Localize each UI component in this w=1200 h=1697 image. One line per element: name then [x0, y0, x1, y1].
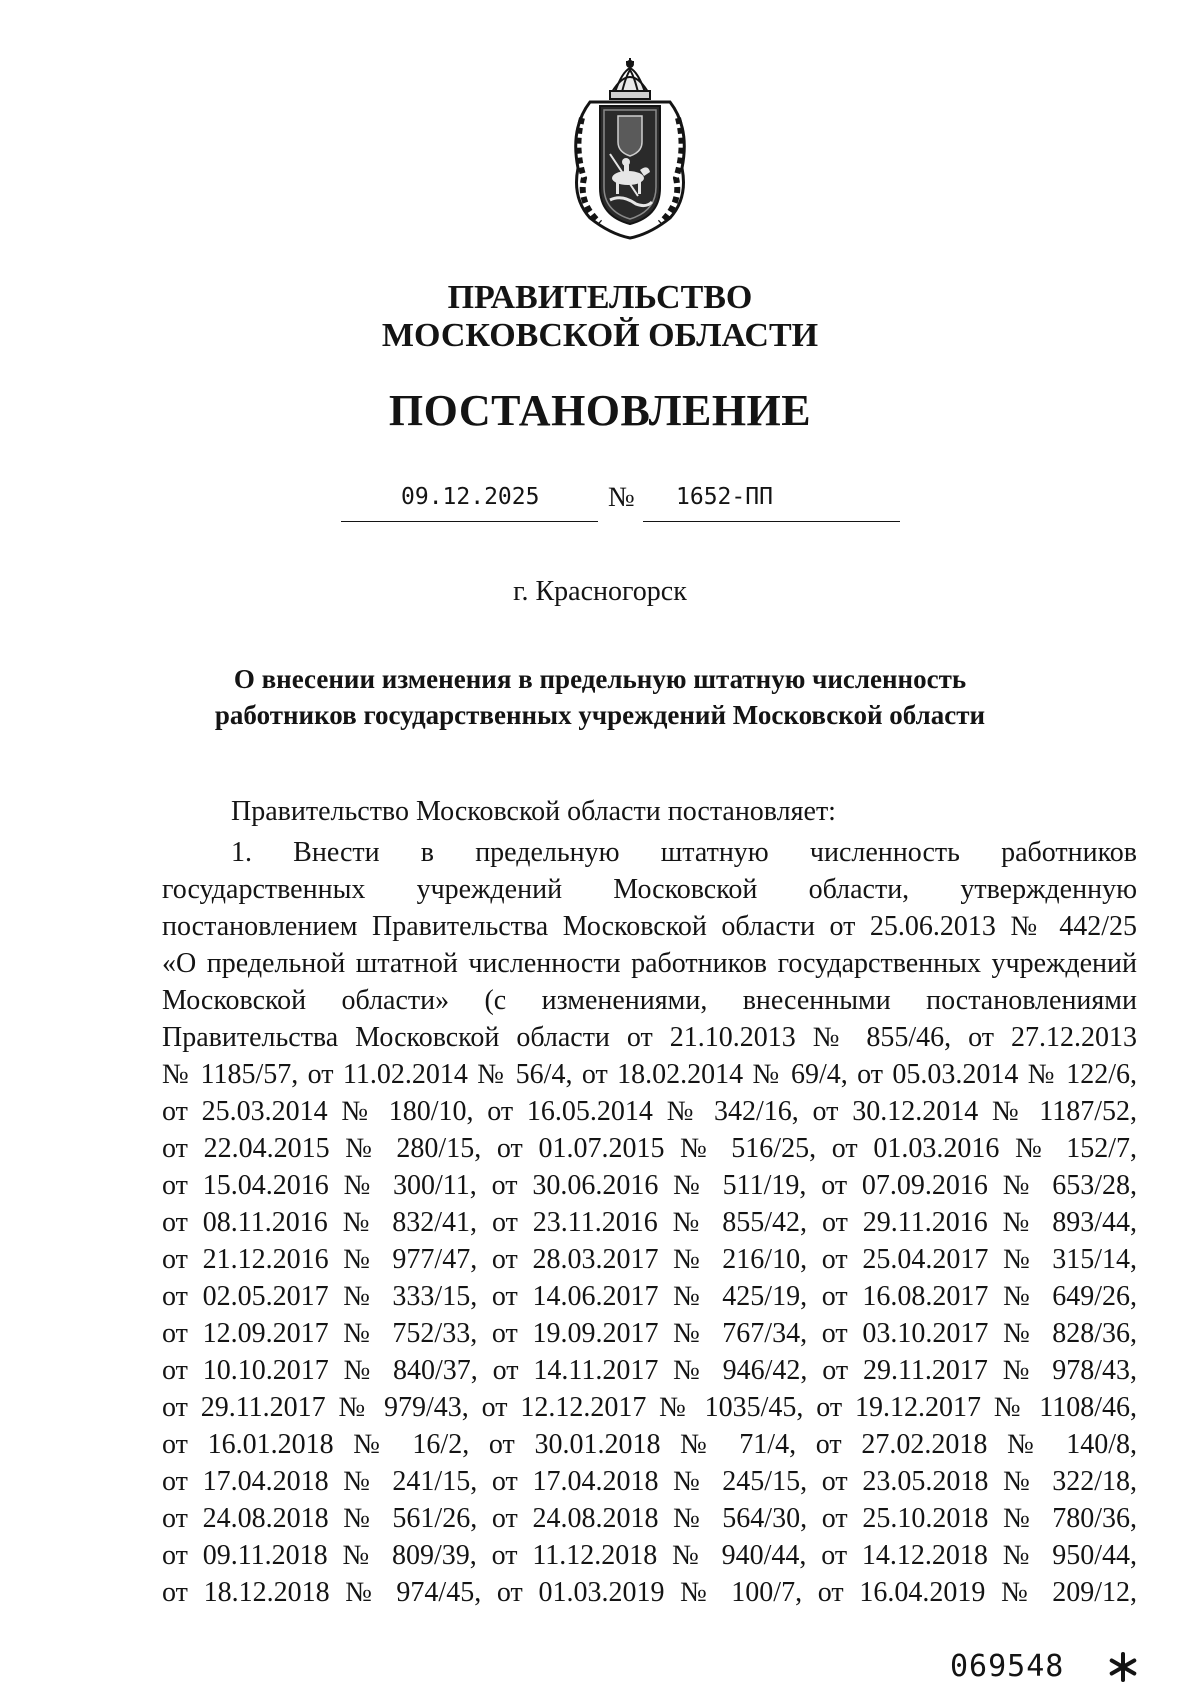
- body-line: от 08.11.2016 № 832/41, от 23.11.2016 № 855/42, от 29.11.2016 № 893/44,: [162, 1207, 1137, 1238]
- body-line: Правительства Московской области от 21.10.2013 № 855/46, от 27.12.2013: [162, 1022, 1137, 1053]
- body-text: [162, 834, 1137, 1611]
- body-line: постановлением Правительства Московской области от 25.06.2013 № 442/25: [162, 911, 1137, 942]
- body-line: от 10.10.2017 № 840/37, от 14.11.2017 № 946/42, от 29.11.2017 № 978/43,: [162, 1355, 1137, 1386]
- serial-number: 069548: [950, 1649, 1065, 1684]
- body-line: от 25.03.2014 № 180/10, от 16.05.2014 № 342/16, от 30.12.2014 № 1187/52,: [162, 1096, 1137, 1127]
- body-line: от 09.11.2018 № 809/39, от 11.12.2018 № 940/44, от 14.12.2018 № 950/44,: [162, 1540, 1137, 1571]
- document-title: [0, 661, 1200, 733]
- body-line: от 22.04.2015 № 280/15, от 01.07.2015 № 516/25, от 01.03.2016 № 152/7,: [162, 1133, 1137, 1164]
- number-sign: №: [608, 482, 635, 513]
- body-line: от 16.01.2018 № 16/2, от 30.01.2018 № 71/4, от 27.02.2018 № 140/8,: [162, 1429, 1137, 1460]
- asterisk-icon: [1107, 1651, 1139, 1683]
- body-line: от 18.12.2018 № 974/45, от 01.03.2019 № 100/7, от 16.04.2019 № 209/12,: [162, 1577, 1137, 1608]
- government-name-line2: МОСКОВСКОЙ ОБЛАСТИ: [381, 317, 819, 354]
- document-type: ПОСТАНОВЛЕНИЕ: [388, 386, 812, 435]
- document-number: 1652-ПП: [676, 484, 773, 510]
- document-title-line2: работников государственных учреждений Московской области: [214, 700, 986, 730]
- coat-of-arms-icon: [560, 58, 700, 242]
- body-line: от 15.04.2016 № 300/11, от 30.06.2016 № 511/19, от 07.09.2016 № 653/28,: [162, 1170, 1137, 1201]
- body-line: от 17.04.2018 № 241/15, от 17.04.2018 № 245/15, от 23.05.2018 № 322/18,: [162, 1466, 1137, 1497]
- government-name-line1: ПРАВИТЕЛЬСТВО: [447, 279, 753, 316]
- body-line: от 12.09.2017 № 752/33, от 19.09.2017 № 767/34, от 03.10.2017 № 828/36,: [162, 1318, 1137, 1349]
- intro-paragraph: Правительство Московской области постановляет:: [231, 796, 836, 827]
- body-line: от 02.05.2017 № 333/15, от 14.06.2017 № 425/19, от 16.08.2017 № 649/26,: [162, 1281, 1137, 1312]
- document-title-line1: О внесении изменения в предельную штатную численность: [233, 664, 967, 694]
- body-line: «О предельной штатной численности работников государственных учреждений: [162, 948, 1137, 979]
- body-line: от 24.08.2018 № 561/26, от 24.08.2018 № 564/30, от 25.10.2018 № 780/36,: [162, 1503, 1137, 1534]
- body-line: № 1185/57, от 11.02.2014 № 56/4, от 18.02.2014 № 69/4, от 05.03.2014 № 122/6,: [162, 1059, 1137, 1090]
- body-line: от 29.11.2017 № 979/43, от 12.12.2017 № 1035/45, от 19.12.2017 № 1108/46,: [162, 1392, 1137, 1423]
- body-line: 1. Внести в предельную штатную численность работников: [231, 837, 1137, 868]
- city-name: г. Красногорск: [513, 576, 687, 607]
- document-date: 09.12.2025: [401, 484, 540, 510]
- body-line: государственных учреждений Московской области, утвержденную: [162, 874, 1137, 905]
- body-line: от 21.12.2016 № 977/47, от 28.03.2017 № 216/10, от 25.04.2017 № 315/14,: [162, 1244, 1137, 1275]
- body-line: Московской области» (с изменениями, внесенными постановлениями: [162, 985, 1137, 1016]
